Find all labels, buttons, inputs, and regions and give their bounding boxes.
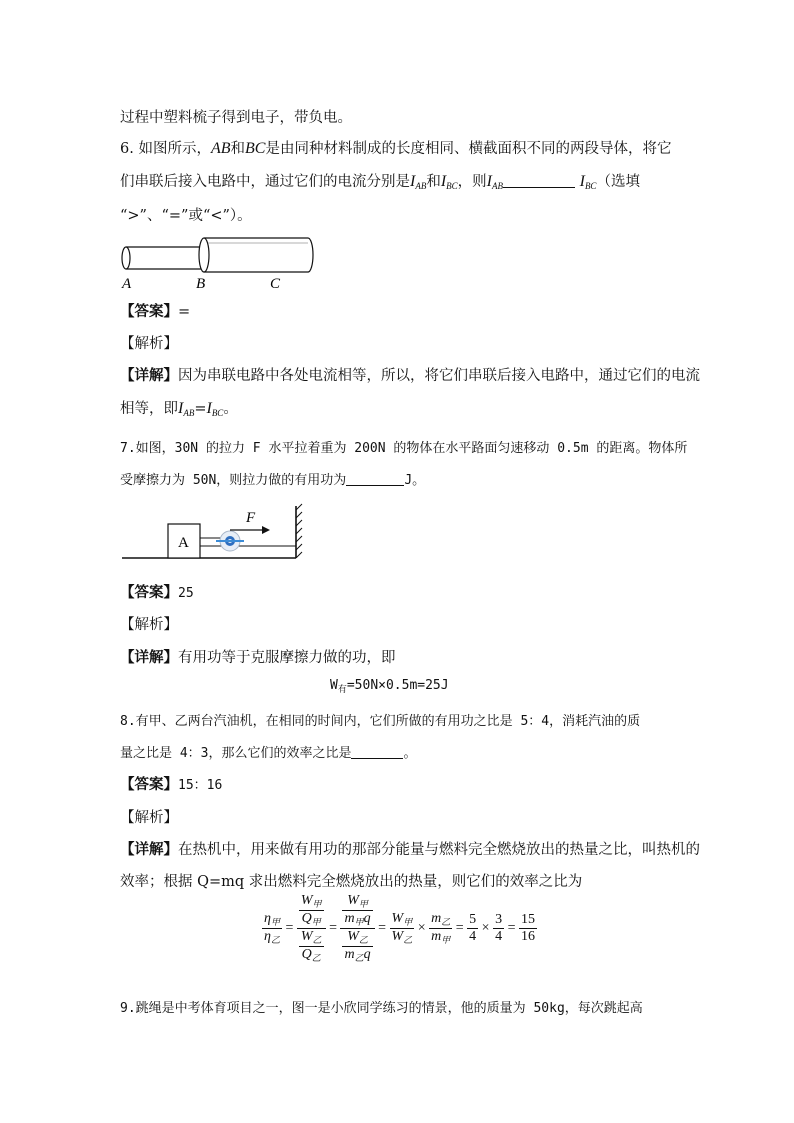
- q8-line2: [120, 742, 417, 761]
- wall: [296, 504, 302, 558]
- q8-text-line1: 有甲、乙两台汽油机，在相同的时间内，它们所做的有用功之比是 5：4，消耗汽油的质: [135, 714, 641, 729]
- q8-detail-label: 【详解】: [120, 842, 178, 858]
- thin-conductor-ab: [122, 247, 210, 269]
- q6-eq-sub-ab: AB: [183, 408, 195, 418]
- q9-number: 9.: [120, 1001, 136, 1016]
- q6-sub-bc: BC: [446, 181, 458, 191]
- q6-conductor-figure: [118, 232, 318, 294]
- q8-answer: 15：16: [178, 778, 223, 793]
- q7-number: 7.: [120, 441, 136, 456]
- q6-detail-text: 因为串联电路中各处电流相等，所以，将它们串联后接入电路中，通过它们的电流: [178, 368, 700, 384]
- q6-line2-a: 们串联后接入电路中，通过它们的电流分别是: [120, 174, 410, 190]
- three-fourths: $\frac{3}{4}$: [495, 912, 503, 944]
- q6-detail-end: 。: [223, 401, 238, 417]
- q7-formula-sub: 有: [337, 685, 347, 695]
- label-c: C: [270, 276, 281, 292]
- q6-i-symbol-4: I: [579, 173, 585, 190]
- q6-ab-symbol: AB: [210, 140, 231, 157]
- q6-i-symbol-2: I: [440, 173, 447, 190]
- intro-line: 过程中塑料梳子得到电子，带负电。: [120, 110, 352, 126]
- q6-detail-line1: [120, 364, 700, 385]
- q8-detail-text1: 在热机中，用来做有用功的那部分能量与燃料完全燃烧放出的热量之比，叫热机的: [178, 842, 700, 858]
- q6-line2: [120, 170, 640, 191]
- q6-line3: “>”、“=”或“<”）。: [120, 208, 252, 224]
- q8-number: 8.: [120, 714, 136, 729]
- q7-detail-label: 【详解】: [120, 650, 178, 666]
- q8-analysis-label: 【解析】: [120, 810, 178, 826]
- q7-text-line2-b: J。: [404, 473, 426, 488]
- q6-sub-ab-2: AB: [492, 181, 503, 191]
- q7-answer-row: [120, 581, 194, 602]
- q6-eq-i1: I: [178, 400, 184, 417]
- q7-line2: [120, 469, 425, 488]
- q6-answer-blank: [503, 173, 575, 188]
- m-ratio: $\frac{m_乙}{m_甲}$: [431, 911, 451, 945]
- block-a-label: A: [178, 535, 189, 551]
- q6-answer: =: [178, 304, 191, 320]
- q7-detail-text: 有用功等于克服摩擦力做的功，即: [178, 650, 396, 666]
- w-ratio: $\frac{W_甲}{W_乙}$: [391, 911, 413, 945]
- q6-i-symbol: I: [410, 173, 416, 190]
- q6-i-symbol-3: I: [486, 173, 492, 190]
- five-fourths: $\frac{5}{4}$: [469, 912, 477, 944]
- q8-detail-line1: [120, 838, 700, 859]
- q8-text-line2-b: 。: [403, 746, 417, 761]
- label-a: A: [122, 276, 132, 292]
- q6-eq-i2: I: [206, 400, 212, 417]
- q6-line1: [120, 137, 671, 158]
- q6-sub-bc-2: BC: [584, 181, 597, 191]
- q7-detail-row: [120, 646, 396, 667]
- q6-text-a: 如图所示，: [138, 141, 211, 157]
- q8-answer-row: [120, 773, 222, 794]
- w-over-mq-ratio: $\frac{\frac{W_甲}{m_甲q}}{\frac{W_乙}{m_乙q}}$: [340, 893, 374, 964]
- q7-text-line2-a: 受摩擦力为 50N，则拉力做的有用功为: [120, 473, 347, 488]
- q7-pulley-figure: [120, 500, 310, 566]
- q6-line2-c: ，则: [457, 174, 487, 190]
- q6-text-c: 是由同种材料制成的长度相同、横截面积不同的两段导体，将它: [265, 141, 672, 157]
- q6-answer-label: 【答案】: [120, 304, 178, 320]
- q8-text-line2-a: 量之比是 4：3，那么它们的效率之比是: [120, 746, 352, 761]
- q8-answer-label: 【答案】: [120, 777, 178, 793]
- q6-sub-ab: AB: [415, 181, 427, 191]
- eta-ratio: $\frac{\eta_甲}{\eta_乙}$: [264, 911, 280, 945]
- q6-answer-row: [120, 300, 190, 321]
- q8-answer-blank: [351, 744, 403, 759]
- q6-number: 6.: [120, 141, 134, 157]
- q7-text-line1: 如图，30N 的拉力 F 水平拉着重为 200N 的物体在水平路面匀速移动 0.5m 的距离。物体所: [135, 441, 688, 456]
- label-b: B: [196, 276, 206, 292]
- q8-detail-line2: 效率；根据 Q=mq 求出燃料完全燃烧放出的热量，则它们的效率之比为: [120, 874, 583, 890]
- q6-line2-b: 和: [426, 174, 441, 190]
- q6-detail-line2: [120, 397, 238, 418]
- q9-line1: [120, 997, 643, 1016]
- q6-bc-symbol: BC: [245, 140, 266, 157]
- q7-formula: [330, 678, 449, 695]
- q6-detail-line2-a: 相等，即: [120, 401, 178, 417]
- q9-text-line1: 跳绳是中考体育项目之一，图一是小欣同学练习的情景，他的质量为 50kg，每次跳起高: [135, 1001, 643, 1016]
- q6-detail-label: 【详解】: [120, 368, 178, 384]
- q7-analysis-label: 【解析】: [120, 617, 178, 633]
- q6-eq-sub-bc: BC: [211, 408, 224, 418]
- q6-eq-sign: =: [194, 401, 207, 417]
- q6-text-b: 和: [230, 141, 245, 157]
- q7-answer: 25: [178, 586, 194, 601]
- q7-answer-label: 【答案】: [120, 585, 178, 601]
- q8-line1: [120, 710, 640, 729]
- q7-formula-w: W: [330, 678, 338, 693]
- q6-line2-d: （选填: [596, 174, 640, 190]
- pulley-icon: [216, 531, 244, 551]
- q6-analysis-label: 【解析】: [120, 336, 178, 352]
- q7-answer-blank: [346, 471, 404, 486]
- q7-formula-rest: =50N×0.5m=25J: [346, 678, 449, 693]
- fifteen-sixteenths: $\frac{15}{16}$: [520, 912, 535, 944]
- q8-efficiency-formula: $\frac{\eta_甲}{\eta_乙}$ = $\frac{\frac{W_甲}{Q_甲}}{\frac{W_乙}{Q_乙}}$ = $\frac{\frac{W_甲}{m_甲q}}{\frac{W_乙}{m_乙q}}$ = $\frac{W_甲}{W_乙}$ × $\frac{m_乙}{m_甲}$ = $\frac{5}{4}$ × $\frac{3}{4}$ = $\frac{15}{16}$: [264, 893, 535, 963]
- w-over-q-ratio: $\frac{\frac{W_甲}{Q_甲}}{\frac{W_乙}{Q_乙}}$: [297, 893, 326, 964]
- force-label: F: [246, 510, 256, 526]
- q7-line1: [120, 437, 687, 456]
- thick-conductor-bc: [199, 238, 313, 272]
